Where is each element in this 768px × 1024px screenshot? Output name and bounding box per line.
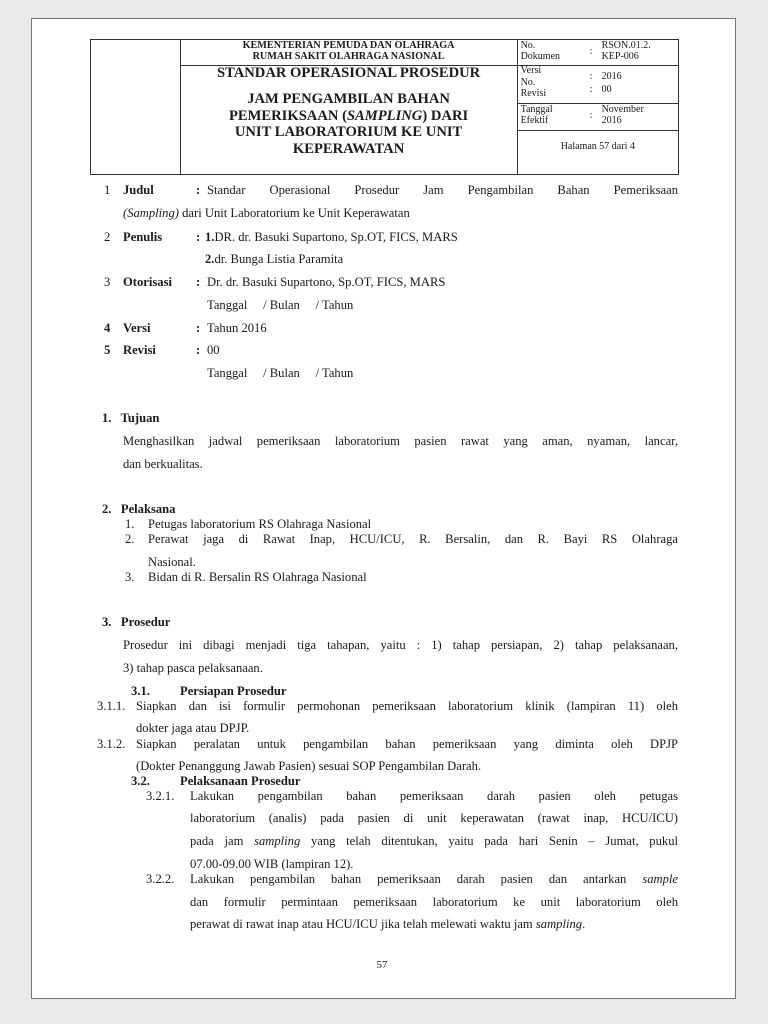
revision-value: 00 [601,84,612,95]
step-number: 3.2.1. [146,789,175,803]
penulis-label: Penulis [123,230,163,244]
author-1: 1.DR. dr. Basuki Supartono, Sp.OT, FICS, MARS [205,230,458,244]
step-number: 3.1.1. [97,699,126,713]
revisi-value: 00 [207,343,220,357]
doc-number-cell [517,40,678,66]
step-text: Lakukan pengambilan bahan pemeriksaan darah pasien oleh petugas [190,789,678,803]
effective-date-label: Tanggal [520,104,553,115]
otorisasi-value: Dr. dr. Basuki Supartono, Sp.OT, FICS, MARS [207,275,446,289]
version-value: 2016 [601,71,622,82]
title-line: PEMERIKSAAN (SAMPLING) DARI [228,107,469,124]
doc-number-label: No. [520,40,536,51]
versi-label: Versi [123,321,151,335]
step-text-cont: perawat di rawat inap atau HCU/ICU jika telah melewati waktu jam sampling. [190,917,586,931]
ministry-cell [180,40,517,66]
step-text-cont: dan formulir permintaan pemeriksaan laboratorium ke unit laboratorium oleh [190,895,678,909]
subsection-number: 3.1. [131,684,150,698]
logo-cell [91,40,181,175]
step-text-cont: 07.00-09.00 WIB (lampiran 12). [190,857,354,871]
subsection-number: 3.2. [131,774,150,788]
effective-date-label2: Efektif [520,115,549,126]
colon: : [196,343,201,357]
step-number: 3.2.2. [146,872,175,886]
title-line: UNIT LABORATORIUM KE UNIT [234,124,463,140]
effective-date-value2: 2016 [601,115,622,126]
list-item: Perawat jaga di Rawat Inap, HCU/ICU, R. Bersalin, dan R. Bayi RS Olahraga [148,532,678,546]
effective-date-value: November [601,104,644,115]
colon: : [589,110,593,121]
effective-date-cell [517,104,678,131]
colon: : [589,46,593,57]
step-text-cont: laboratorium (analis) pada pasien di unit keperawatan (rawat inap, HCU/ICU) [190,811,678,825]
doc-number-label2: Dokumen [520,51,561,62]
prosedur-intro: Prosedur ini dibagi menjadi tiga tahapan, yaitu : 1) tahap persiapan, 2) tahap pelaksanaan, [123,638,678,652]
revision-label2: Revisi [520,88,547,99]
version-label: Versi [520,65,542,76]
doc-number-value: RSON.01.2. [601,40,651,51]
step-text: Lakukan pengambilan bahan pemeriksaan darah pasien dan antarkan sample [190,872,678,886]
sop-header-table [90,39,679,175]
section-heading-pelaksana: 2. Pelaksana [102,502,176,516]
colon: : [589,71,593,82]
section-heading-prosedur: 3. Prosedur [102,615,171,629]
judul-value: Standar Operasional Prosedur Jam Pengambilan Bahan Pemeriksaan [207,183,678,197]
row-number: 4 [104,321,111,335]
title-line: JAM PENGAMBILAN BAHAN [247,91,450,107]
page-count-cell [517,131,678,175]
section-heading-tujuan: 1. Tujuan [102,411,160,425]
subsection-title: Persiapan Prosedur [180,684,287,698]
page-count: Halaman 57 dari 4 [560,141,635,152]
revisi-date: Tanggal / Bulan / Tahun [207,366,354,380]
otorisasi-label: Otorisasi [123,275,172,289]
row-number: 1 [104,183,111,197]
title-line: KEPERAWATAN [292,140,405,157]
title-cell [180,66,517,175]
ministry-name: KEMENTERIAN PEMUDA DAN OLAHRAGA [242,40,455,51]
list-item: Petugas laboratorium RS Olahraga Nasional [148,517,372,531]
step-text-cont: pada jam sampling yang telah ditentukan, yaitu pada hari Senin – Jumat, pukul [190,834,678,848]
list-item: Bidan di R. Bersalin RS Olahraga Nasional [148,570,367,584]
step-text: Siapkan dan isi formulir permohonan pemeriksaan laboratorium klinik (lampiran 11) oleh [136,699,678,713]
step-number: 3.1.2. [97,737,126,751]
colon: : [196,321,201,335]
otorisasi-date: Tanggal / Bulan / Tahun [207,298,354,312]
author-2: 2.dr. Bunga Listia Paramita [205,252,344,266]
colon: : [196,275,201,289]
step-text-cont: dokter jaga atau DPJP. [136,721,250,735]
list-number: 2. [125,532,135,546]
hospital-name: RUMAH SAKIT OLAHRAGA NASIONAL [252,50,445,62]
colon: : [196,230,201,244]
step-text-cont: (Dokter Penanggung Jawab Pasien) sesuai SOP Pengambilan Darah. [136,759,482,773]
revisi-label: Revisi [123,343,156,357]
colon: : [196,183,201,197]
sop-title: STANDAR OPERASIONAL PROSEDUR [216,65,481,81]
revision-label: No. [520,77,536,88]
row-number: 5 [104,343,111,357]
page-number: 57 [376,959,388,971]
versi-value: Tahun 2016 [207,321,267,335]
version-cell [517,66,678,104]
colon: : [589,84,593,95]
doc-number-value2: KEP-006 [601,51,639,62]
judul-label: Judul [123,183,154,197]
step-text: Siapkan peralatan untuk pengambilan bahan pemeriksaan yang diminta oleh DPJP [136,737,678,751]
prosedur-intro-cont: 3) tahap pasca pelaksanaan. [123,661,263,675]
list-number: 3. [125,570,135,584]
judul-value-cont: (Sampling) dari Unit Laboratorium ke Unit Keperawatan [123,206,410,220]
subsection-title: Pelaksanaan Prosedur [180,774,301,788]
row-number: 3 [104,275,111,289]
list-item-cont: Nasional. [148,555,196,569]
row-number: 2 [104,230,111,244]
list-number: 1. [125,517,135,531]
tujuan-text-cont: dan berkualitas. [123,457,203,471]
tujuan-text: Menghasilkan jadwal pemeriksaan laboratorium pasien rawat yang aman, nyaman, lancar, [123,434,678,448]
